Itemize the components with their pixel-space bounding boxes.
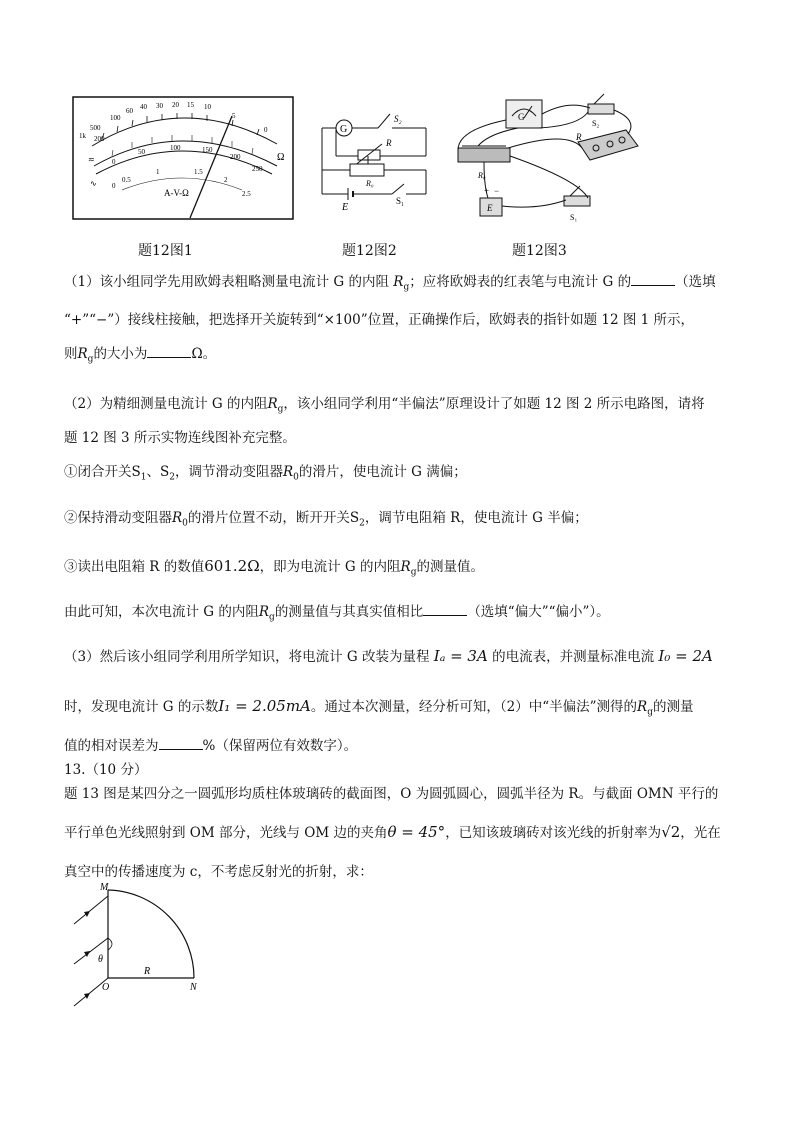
- point-m-label: M: [100, 882, 109, 893]
- mid-scale-label: 50: [138, 148, 145, 156]
- battery-plus: +: [484, 186, 490, 196]
- point-o-label: O: [102, 982, 110, 993]
- low-scale-label: 0.5: [122, 176, 131, 184]
- mid-scale-label: 100: [170, 144, 181, 152]
- q12-step3: ③读出电阻箱 R 的数值601.2Ω，即为电流计 G 的内阻$R_g$的测量值。: [64, 557, 484, 578]
- q12-part3-line3: 值的相对误差为 %（保留两位有效数字）。: [64, 738, 358, 754]
- top-scale-label: 15: [187, 101, 194, 109]
- battery-minus: −: [494, 186, 500, 196]
- mid-scale-label: 150: [202, 146, 213, 154]
- mid-scale-label: 200: [230, 153, 241, 161]
- ac-mark: ≂: [88, 155, 95, 164]
- q12-part2-line2: 题 12 图 3 所示实物连线图补充完整。: [64, 430, 296, 446]
- top-scale-label: 30: [156, 102, 163, 110]
- low-scale-label: 0: [112, 182, 116, 190]
- top-scale-label: 60: [126, 107, 133, 115]
- mid-scale-label: 0: [112, 158, 116, 166]
- figure-caption: 题12图2: [342, 243, 397, 259]
- q12-part2-line1: （2）为精细测量电流计 G 的内阻$R_g$，该小组同学利用“半偏法”原理设计了如题 12 图 2 所示电路图，请将: [64, 396, 705, 415]
- top-scale-label: 0: [264, 126, 268, 134]
- galvanometer-label: G: [518, 112, 525, 122]
- q12-part3-line2: 时，发现电流计 G 的示数I₁ = 2.05mA。通过本次测量，经分析可知，（2）中“半偏法”测得的$R_g$的测量: [64, 697, 694, 718]
- dc-mark: ∿: [90, 179, 97, 188]
- top-scale-label: 20: [172, 101, 179, 109]
- low-scale-label: 1: [156, 168, 160, 176]
- apparatus-wiring-figure: [448, 90, 648, 225]
- theta-label: θ: [98, 954, 103, 965]
- top-scale-label: 500: [90, 124, 101, 132]
- mid-scale-label: 250: [252, 165, 263, 173]
- battery-label: E: [487, 203, 493, 213]
- switch-s1-label: S₁: [396, 196, 405, 206]
- top-scale-label: 40: [140, 103, 147, 111]
- ohmmeter-dial-figure: [72, 96, 294, 222]
- q13-line3: 真空中的传播速度为 c，不考虑反射光的折射，求：: [64, 864, 373, 880]
- top-scale-label: 5: [232, 112, 236, 120]
- q13-line1: 题 13 图是某四分之一圆弧形均质柱体玻璃砖的截面图，O 为圆弧圆心，圆弧半径为 R。与截面 OMN 平行的: [64, 786, 719, 802]
- switch-s2-label: S₂: [592, 119, 600, 128]
- figure-caption: 题12图1: [138, 243, 193, 259]
- quarter-circle-glass-figure: [70, 880, 210, 1015]
- left-scale-label: 200: [94, 135, 105, 143]
- top-scale-label: 10: [204, 103, 211, 111]
- resistance-box-label: R: [576, 132, 582, 142]
- ohm-symbol: Ω: [277, 152, 285, 163]
- q12-part1-line1: （1）该小组同学先用欧姆表粗略测量电流计 G 的内阻 $R_g$；应将欧姆表的红表笔与电流计 G 的 （选填: [64, 274, 716, 293]
- q12-step2: ②保持滑动变阻器$R_0$的滑片位置不动，断开开关$S_2$，调节电阻箱 R，使电流计 G 半偏；: [64, 510, 588, 529]
- left-scale-label: 1k: [79, 132, 86, 140]
- q13-line2: 平行单色光线照射到 OM 部分，光线与 OM 边的夹角θ = 45°，已知该玻璃砖对该光线的折射率为√2，光在: [64, 823, 721, 841]
- radius-label: R: [144, 966, 151, 977]
- meter-label: A-V-Ω: [164, 188, 189, 198]
- switch-s1-label: S₁: [570, 213, 578, 222]
- answer-blank[interactable]: [631, 273, 675, 286]
- answer-blank[interactable]: [147, 345, 191, 358]
- low-scale-label: 1.5: [194, 168, 203, 176]
- q12-step1: ①闭合开关$S_1$、$S_2$，调节滑动变阻器$R_0$的滑片，使电流计 G 满偏；: [64, 464, 467, 483]
- answer-blank[interactable]: [159, 737, 203, 750]
- q12-conclusion: 由此可知，本次电流计 G 的内阻$R_g$的测量值与其真实值相比 （选填“偏大”“偏小”）。: [64, 604, 610, 623]
- galvanometer-label: G: [340, 124, 348, 135]
- answer-blank[interactable]: [423, 603, 467, 616]
- battery-label: E: [342, 202, 349, 212]
- q12-part1-line2: “+”“−”）接线柱接触，把选择开关旋转到“×100”位置，正确操作后，欧姆表的指针如题 12 图 1 所示，: [64, 312, 695, 328]
- low-scale-label: 2: [224, 176, 228, 184]
- point-n-label: N: [190, 982, 197, 993]
- switch-s2-label: S₂: [394, 114, 402, 124]
- q12-part3-line1: （3）然后该小组同学利用所学知识，将电流计 G 改装为量程 Iₐ = 3A 的电流表，并测量标准电流 I₀ = 2A: [64, 647, 713, 665]
- q12-part1-line3: 则$R_g$的大小为 Ω。: [64, 346, 217, 365]
- half-deflection-circuit-diagram: [318, 100, 430, 212]
- figure-caption: 题12图3: [512, 243, 567, 259]
- rheostat-label: R₀: [478, 171, 486, 180]
- low-scale-label: 2.5: [242, 190, 251, 198]
- rheostat-label: R₀: [366, 179, 374, 188]
- top-scale-label: 100: [110, 114, 121, 122]
- resistance-box-label: R: [386, 138, 392, 148]
- q13-heading: 13.（10 分）: [64, 762, 148, 778]
